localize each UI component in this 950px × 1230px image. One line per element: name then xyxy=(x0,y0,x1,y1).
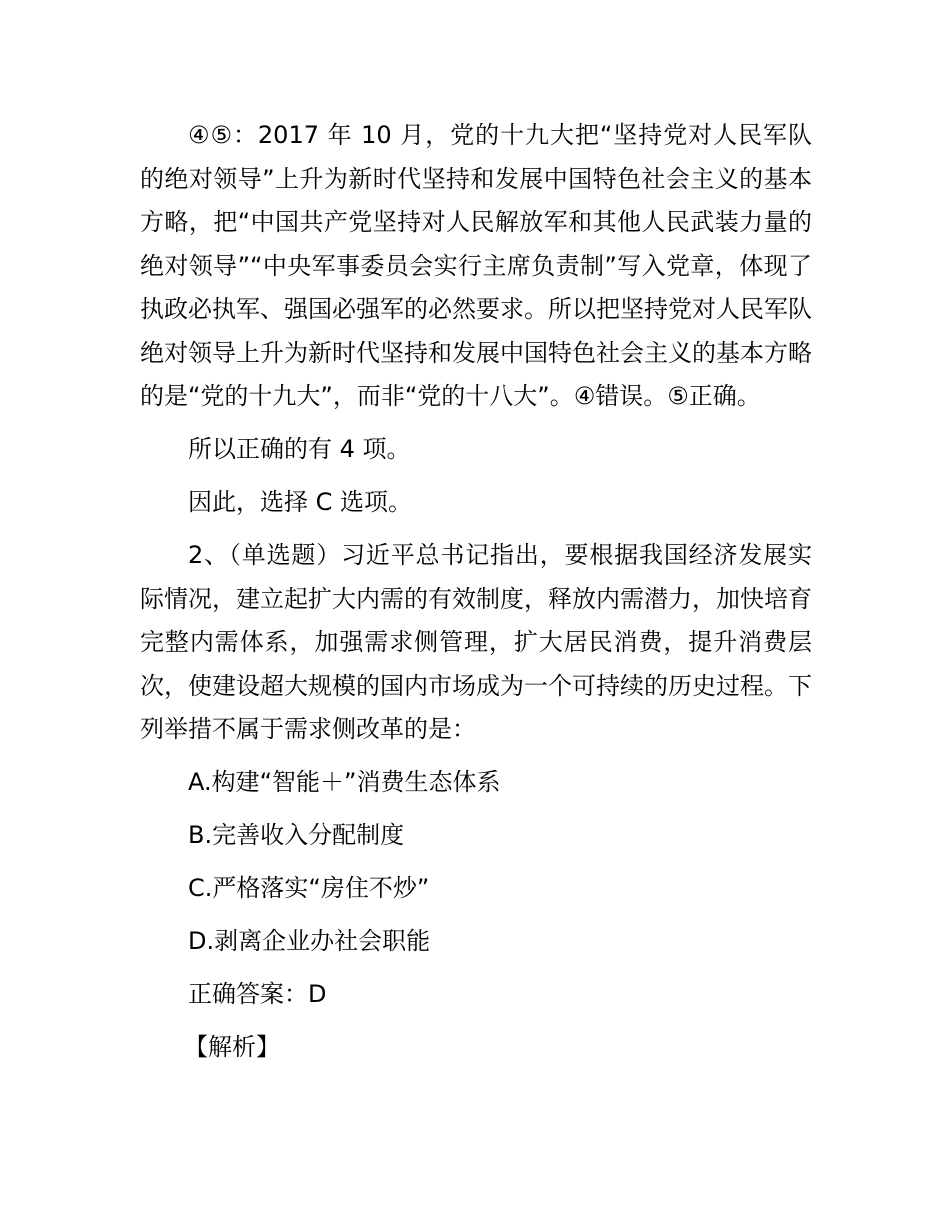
answer-line: 正确答案：D xyxy=(188,980,327,1008)
option-d: D.剥离企业办社会职能 xyxy=(188,927,431,955)
correct-count-paragraph: 所以正确的有 4 项。 xyxy=(188,435,411,463)
document-page xyxy=(140,114,812,1070)
option-b: B.完善收入分配制度 xyxy=(188,821,405,849)
analysis-heading: 【解析】 xyxy=(184,1033,280,1061)
option-c: C.严格落实“房住不炒” xyxy=(188,874,430,902)
conclusion-paragraph: 因此，选择 C 选项。 xyxy=(188,488,413,516)
question-paragraph: 2、（单选题）习近平总书记指出，要根据我国经济发展实际情况，建立起扩大内需的有效制度，释放内需潜力，加快培育完整内需体系，加强需求侧管理，扩大居民消费，提升消费层次，使建设超大规模的国内市场成为一个可持续的历史过程。下列举措不属于需求侧改革的是： xyxy=(140,541,812,743)
option-a: A.构建“智能＋”消费生态体系 xyxy=(188,768,501,796)
explanation-paragraph: ④⑤：2017 年 10 月，党的十九大把“坚持党对人民军队的绝对领导”上升为新时代坚持和发展中国特色社会主义的基本方略，把“中国共产党坚持对人民解放军和其他人民武装力量的绝对领导”“中央军事委员会实行主席负责制”写入党章，体现了执政必执军、强国必强军的必然要求。所以把坚持党对人民军队绝对领导上升为新时代坚持和发展中国特色社会主义的基本方略的是“党的十九大”，而非“党的十八大”。④错误。⑤正确。 xyxy=(140,121,812,410)
